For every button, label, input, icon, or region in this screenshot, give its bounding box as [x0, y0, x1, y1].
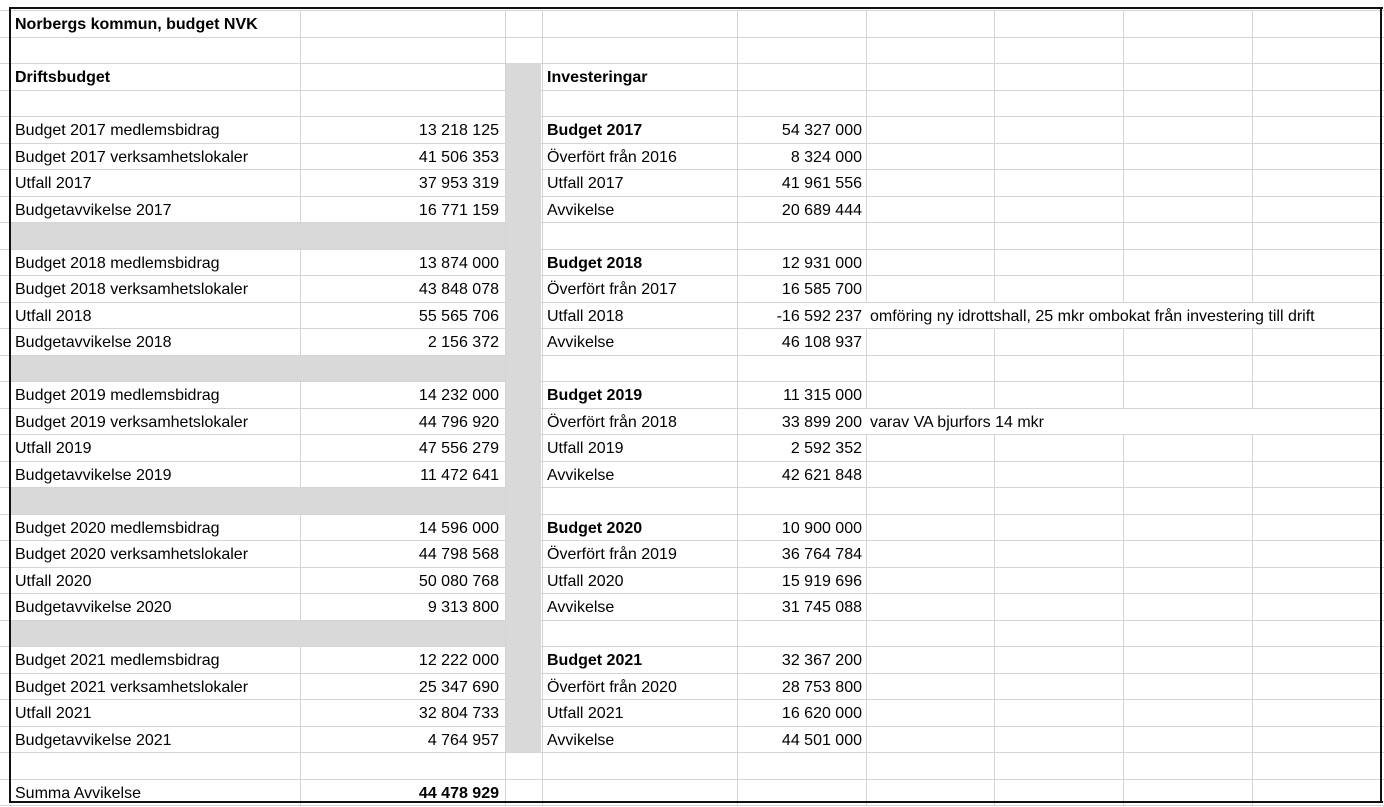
invest-value[interactable]: 20 689 444: [781, 202, 862, 219]
invest-label[interactable]: Avvikelse: [547, 334, 615, 351]
drift-label[interactable]: Budget 2021 medlemsbidrag: [15, 652, 220, 669]
drift-label[interactable]: Utfall 2017: [15, 175, 92, 192]
invest-label[interactable]: Budget 2020: [547, 520, 643, 537]
invest-label[interactable]: Avvikelse: [547, 467, 615, 484]
invest-label[interactable]: Budget 2018: [547, 255, 643, 272]
drift-value[interactable]: 25 347 690: [418, 679, 499, 696]
invest-label[interactable]: Utfall 2020: [547, 573, 624, 590]
invest-value[interactable]: 44 501 000: [781, 732, 862, 749]
drift-value[interactable]: 50 080 768: [418, 573, 499, 590]
invest-value[interactable]: 31 745 088: [781, 599, 862, 616]
invest-label[interactable]: Avvikelse: [547, 202, 615, 219]
invest-label[interactable]: Överfört från 2018: [547, 414, 677, 431]
drift-label[interactable]: Utfall 2021: [15, 705, 92, 722]
drift-value[interactable]: 13 218 125: [418, 122, 499, 139]
drift-value[interactable]: 2 156 372: [427, 334, 499, 351]
drift-value[interactable]: 55 565 706: [418, 308, 499, 325]
drift-label[interactable]: Budgetavvikelse 2020: [15, 599, 172, 616]
drift-value[interactable]: 44 796 920: [418, 414, 499, 431]
gridline-col: [994, 10, 995, 806]
invest-header[interactable]: Investeringar: [547, 69, 648, 86]
drift-value[interactable]: 12 222 000: [418, 652, 499, 669]
invest-label[interactable]: Överfört från 2017: [547, 281, 677, 298]
invest-label[interactable]: Utfall 2017: [547, 175, 624, 192]
drift-value[interactable]: 44 798 568: [418, 546, 499, 563]
invest-value[interactable]: 11 315 000: [783, 387, 862, 404]
invest-label[interactable]: Budget 2017: [547, 122, 643, 139]
invest-label[interactable]: Överfört från 2016: [547, 149, 677, 166]
drift-header[interactable]: Driftsbudget: [15, 69, 111, 86]
drift-value[interactable]: 37 953 319: [418, 175, 499, 192]
invest-value[interactable]: 2 592 352: [790, 440, 862, 457]
year-separator-band: [11, 621, 505, 646]
invest-note[interactable]: varav VA bjurfors 14 mkr: [866, 409, 1384, 434]
drift-value[interactable]: 47 556 279: [418, 440, 499, 457]
sheet-title[interactable]: Norbergs kommun, budget NVK: [15, 16, 258, 33]
invest-value[interactable]: 33 899 200: [781, 414, 862, 431]
drift-value[interactable]: 14 232 000: [418, 387, 499, 404]
drift-value[interactable]: 13 874 000: [418, 255, 499, 272]
invest-value[interactable]: 32 367 200: [781, 652, 862, 669]
invest-value[interactable]: 16 585 700: [781, 281, 862, 298]
invest-value[interactable]: 41 961 556: [781, 175, 862, 192]
drift-value[interactable]: 14 596 000: [418, 520, 499, 537]
drift-label[interactable]: Budgetavvikelse 2017: [15, 202, 172, 219]
drift-label[interactable]: Budget 2019 medlemsbidrag: [15, 387, 220, 404]
invest-label[interactable]: Överfört från 2019: [547, 546, 677, 563]
gridline-col: [1252, 10, 1253, 806]
drift-value[interactable]: 16 771 159: [418, 202, 499, 219]
invest-label[interactable]: Utfall 2018: [547, 308, 624, 325]
gridline-row: [0, 90, 1384, 91]
invest-label[interactable]: Överfört från 2020: [547, 679, 677, 696]
invest-note[interactable]: omföring ny idrottshall, 25 mkr ombokat från investering till drift: [866, 303, 1384, 328]
drift-label[interactable]: Budget 2021 verksamhetslokaler: [15, 679, 249, 696]
invest-value[interactable]: 46 108 937: [781, 334, 862, 351]
invest-label[interactable]: Utfall 2021: [547, 705, 624, 722]
invest-value[interactable]: 36 764 784: [781, 546, 862, 563]
invest-value[interactable]: -16 592 237: [776, 308, 862, 325]
drift-label[interactable]: Budgetavvikelse 2019: [15, 467, 172, 484]
drift-value[interactable]: 4 764 957: [427, 732, 499, 749]
drift-value[interactable]: 43 848 078: [418, 281, 499, 298]
invest-value[interactable]: 15 919 696: [781, 573, 862, 590]
invest-value[interactable]: 42 621 848: [781, 467, 862, 484]
drift-label[interactable]: Budget 2019 verksamhetslokaler: [15, 414, 249, 431]
gridline-col: [866, 10, 867, 806]
year-separator-band: [11, 356, 505, 381]
total-value[interactable]: 44 478 929: [418, 785, 499, 802]
drift-label[interactable]: Utfall 2019: [15, 440, 92, 457]
invest-value[interactable]: 28 753 800: [781, 679, 862, 696]
drift-value[interactable]: 41 506 353: [418, 149, 499, 166]
invest-value[interactable]: 12 931 000: [781, 255, 862, 272]
sheet-frame-right: [1380, 7, 1382, 803]
drift-label[interactable]: Budget 2017 verksamhetslokaler: [15, 149, 249, 166]
year-separator-band: [11, 223, 505, 249]
drift-label[interactable]: Budgetavvikelse 2021: [15, 732, 172, 749]
invest-value[interactable]: 54 327 000: [781, 122, 862, 139]
invest-value[interactable]: 10 900 000: [781, 520, 862, 537]
invest-value[interactable]: 8 324 000: [790, 149, 862, 166]
drift-label[interactable]: Budget 2020 medlemsbidrag: [15, 520, 220, 537]
invest-label[interactable]: Utfall 2019: [547, 440, 624, 457]
drift-label[interactable]: Utfall 2018: [15, 308, 92, 325]
drift-label[interactable]: Budget 2018 verksamhetslokaler: [15, 281, 249, 298]
drift-value[interactable]: 9 313 800: [427, 599, 499, 616]
drift-value[interactable]: 32 804 733: [418, 705, 499, 722]
invest-label[interactable]: Budget 2021: [547, 652, 643, 669]
drift-label[interactable]: Utfall 2020: [15, 573, 92, 590]
drift-label[interactable]: Budget 2017 medlemsbidrag: [15, 122, 220, 139]
separator-column: [506, 63, 541, 752]
gridline-col: [1123, 10, 1124, 806]
drift-value[interactable]: 11 472 641: [420, 467, 499, 484]
invest-label[interactable]: Avvikelse: [547, 599, 615, 616]
drift-label[interactable]: Budget 2020 verksamhetslokaler: [15, 546, 249, 563]
drift-label[interactable]: Budgetavvikelse 2018: [15, 334, 172, 351]
year-separator-band: [11, 488, 505, 514]
invest-label[interactable]: Budget 2019: [547, 387, 643, 404]
total-label[interactable]: Summa Avvikelse: [15, 785, 141, 802]
invest-value[interactable]: 16 620 000: [781, 705, 862, 722]
invest-label[interactable]: Avvikelse: [547, 732, 615, 749]
drift-label[interactable]: Budget 2018 medlemsbidrag: [15, 255, 220, 272]
gridline-row: [0, 37, 1384, 38]
